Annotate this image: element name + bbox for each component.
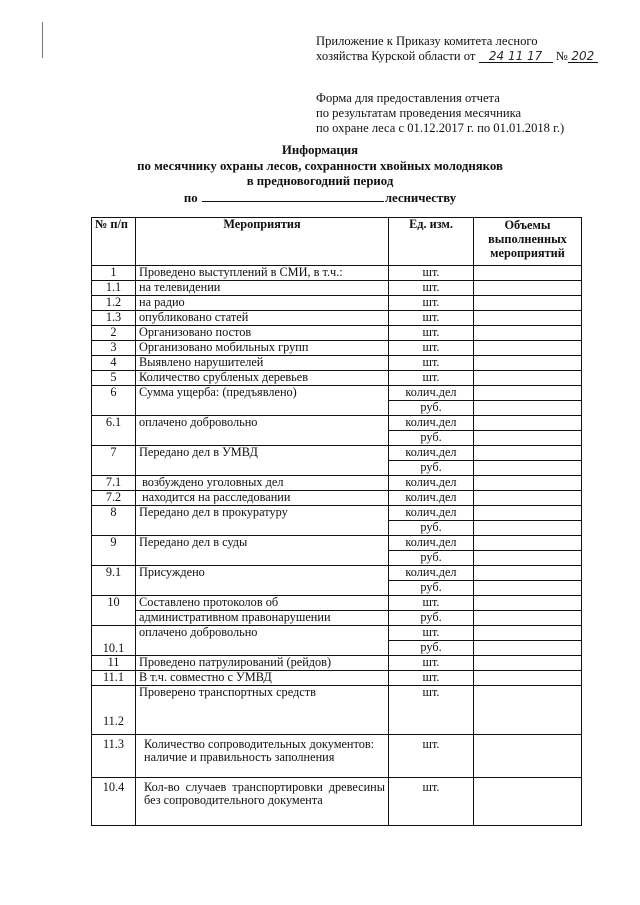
row-value[interactable] bbox=[474, 266, 582, 281]
table-row bbox=[92, 656, 582, 671]
row-value[interactable] bbox=[474, 521, 582, 536]
row-num: 7 bbox=[92, 446, 136, 476]
row-unit: шт. bbox=[389, 356, 474, 371]
row-unit: шт. bbox=[389, 656, 474, 671]
table-row bbox=[92, 371, 582, 386]
table-row bbox=[92, 296, 582, 311]
row-num: 10.4 bbox=[92, 778, 136, 826]
table-row bbox=[92, 626, 582, 641]
row-unit: шт. bbox=[389, 326, 474, 341]
table-row bbox=[92, 281, 582, 296]
row-value[interactable] bbox=[474, 416, 582, 431]
table-row bbox=[92, 341, 582, 356]
row-num: 2 bbox=[92, 326, 136, 341]
row-name: В т.ч. совместно с УМВД bbox=[136, 671, 389, 686]
row-unit: руб. bbox=[389, 551, 474, 566]
row-unit: колич.дел bbox=[389, 491, 474, 506]
order-line-2: хозяйства Курской области от 24 11 17 № 202 bbox=[316, 49, 616, 64]
row-name: оплачено добровольно bbox=[136, 416, 389, 446]
row-name: Организовано постов bbox=[136, 326, 389, 341]
table-row bbox=[92, 671, 582, 686]
row-num: 1 bbox=[92, 266, 136, 281]
header-num: № п/п bbox=[92, 218, 136, 266]
table-row bbox=[92, 506, 582, 521]
row-name: Передано дел в УМВД bbox=[136, 446, 389, 476]
row-name: на радио bbox=[136, 296, 389, 311]
row-num: 11.1 bbox=[92, 671, 136, 686]
row-unit: шт. bbox=[389, 626, 474, 641]
table-row bbox=[92, 386, 582, 401]
row-name: Проверено транспортных средств bbox=[136, 686, 389, 735]
row-value[interactable] bbox=[474, 431, 582, 446]
row-unit: колич.дел bbox=[389, 566, 474, 581]
table-row bbox=[92, 778, 582, 826]
row-unit: шт. bbox=[389, 778, 474, 826]
row-unit: шт. bbox=[389, 371, 474, 386]
row-num: 7.1 bbox=[92, 476, 136, 491]
row-unit: колич.дел bbox=[389, 506, 474, 521]
row-name: Присуждено bbox=[136, 566, 389, 596]
row-value[interactable] bbox=[474, 326, 582, 341]
row-name: Проведено выступлений в СМИ, в т.ч.: bbox=[136, 266, 389, 281]
table-row bbox=[92, 416, 582, 431]
row-name: Сумма ущерба: (предъявлено) bbox=[136, 386, 389, 416]
row-num: 11 bbox=[92, 656, 136, 671]
form-note-line-3: по охране леса с 01.12.2017 г. по 01.01.2018 г.) bbox=[316, 121, 565, 135]
row-num: 9.1 bbox=[92, 566, 136, 596]
table-header-row bbox=[92, 218, 582, 266]
table-row bbox=[92, 356, 582, 371]
row-unit: руб. bbox=[389, 461, 474, 476]
report-table bbox=[91, 217, 582, 826]
table-row bbox=[92, 536, 582, 551]
row-value[interactable] bbox=[474, 671, 582, 686]
row-value[interactable] bbox=[474, 446, 582, 461]
row-num: 10 bbox=[92, 596, 136, 626]
row-num: 6.1 bbox=[92, 416, 136, 446]
row-name: Проведено патрулирований (рейдов) bbox=[136, 656, 389, 671]
row-num: 9 bbox=[92, 536, 136, 566]
table-row bbox=[92, 266, 582, 281]
title-line-2: по месячнику охраны лесов, сохранности хвойных молодняков bbox=[137, 158, 503, 173]
row-value[interactable] bbox=[474, 566, 582, 581]
form-note bbox=[316, 91, 626, 136]
row-num: 11.3 bbox=[92, 735, 136, 778]
row-unit: руб. bbox=[389, 431, 474, 446]
table-row bbox=[92, 476, 582, 491]
row-value[interactable] bbox=[474, 686, 582, 735]
row-unit: руб. bbox=[389, 401, 474, 416]
row-unit: руб. bbox=[389, 521, 474, 536]
table-row bbox=[92, 326, 582, 341]
row-num: 1.2 bbox=[92, 296, 136, 311]
row-unit: руб. bbox=[389, 641, 474, 656]
row-num: 10.1 bbox=[92, 626, 136, 656]
row-unit: шт. bbox=[389, 735, 474, 778]
table-row bbox=[92, 446, 582, 461]
table-row bbox=[92, 686, 582, 735]
margin-mark bbox=[42, 22, 43, 58]
row-num: 11.2 bbox=[92, 686, 136, 735]
row-num: 1.3 bbox=[92, 311, 136, 326]
row-name: Составлено протоколов об bbox=[136, 596, 389, 611]
row-unit: колич.дел bbox=[389, 476, 474, 491]
row-unit: руб. bbox=[389, 611, 474, 626]
row-name: Организовано мобильных групп bbox=[136, 341, 389, 356]
table-row bbox=[92, 566, 582, 581]
header-unit: Ед. изм. bbox=[389, 218, 474, 266]
form-note-line-1: Форма для предоставления отчета bbox=[316, 91, 500, 105]
table-row bbox=[92, 611, 582, 626]
row-num: 6 bbox=[92, 386, 136, 416]
row-value[interactable] bbox=[474, 386, 582, 401]
table-row bbox=[92, 735, 582, 778]
forestry-blank bbox=[202, 190, 384, 202]
row-unit: шт. bbox=[389, 296, 474, 311]
title-line-4: по лесничеству bbox=[183, 190, 457, 205]
row-unit: шт. bbox=[389, 281, 474, 296]
title-line-3: в предновогодний период bbox=[246, 174, 394, 188]
row-name: возбуждено уголовных дел bbox=[136, 476, 389, 491]
row-name-cont: административном правонарушении bbox=[136, 611, 389, 626]
row-num: 4 bbox=[92, 356, 136, 371]
row-value[interactable] bbox=[474, 611, 582, 626]
row-name: Кол-во случаев транспортировки древесины без сопроводительного документа bbox=[136, 778, 389, 826]
row-value[interactable] bbox=[474, 461, 582, 476]
row-value[interactable] bbox=[474, 626, 582, 641]
row-num: 3 bbox=[92, 341, 136, 356]
table-row bbox=[92, 491, 582, 506]
row-name: Передано дел в прокуратуру bbox=[136, 506, 389, 536]
row-value[interactable] bbox=[474, 371, 582, 386]
document-title bbox=[100, 143, 540, 206]
row-name: оплачено добровольно bbox=[136, 626, 389, 656]
handwritten-number: 202 bbox=[568, 50, 598, 63]
row-value[interactable] bbox=[474, 735, 582, 778]
row-value[interactable] bbox=[474, 491, 582, 506]
table-row bbox=[92, 311, 582, 326]
row-name: Количество срубленых деревьев bbox=[136, 371, 389, 386]
row-name: Передано дел в суды bbox=[136, 536, 389, 566]
row-value[interactable] bbox=[474, 341, 582, 356]
title-line-1: Информация bbox=[281, 143, 359, 157]
row-name: Количество сопроводительных документов: наличие и правильность заполнения bbox=[136, 735, 389, 778]
row-value[interactable] bbox=[474, 536, 582, 551]
table-row bbox=[92, 596, 582, 611]
row-value[interactable] bbox=[474, 281, 582, 296]
row-name: Выявлено нарушителей bbox=[136, 356, 389, 371]
header-volume: Объемы выполненных мероприятий bbox=[474, 218, 582, 266]
row-value[interactable] bbox=[474, 296, 582, 311]
row-unit: руб. bbox=[389, 581, 474, 596]
order-reference bbox=[316, 34, 616, 64]
row-unit: шт. bbox=[389, 341, 474, 356]
row-value[interactable] bbox=[474, 581, 582, 596]
row-unit: шт. bbox=[389, 671, 474, 686]
row-name: находится на расследовании bbox=[136, 491, 389, 506]
row-value[interactable] bbox=[474, 476, 582, 491]
row-name: опубликовано статей bbox=[136, 311, 389, 326]
row-unit: шт. bbox=[389, 266, 474, 281]
number-sign: № bbox=[555, 49, 568, 63]
row-value[interactable] bbox=[474, 311, 582, 326]
row-unit: колич.дел bbox=[389, 386, 474, 401]
row-num: 5 bbox=[92, 371, 136, 386]
row-name: на телевидении bbox=[136, 281, 389, 296]
row-unit: шт. bbox=[389, 686, 474, 735]
row-unit: колич.дел bbox=[389, 446, 474, 461]
row-value[interactable] bbox=[474, 551, 582, 566]
handwritten-date: 24 11 17 bbox=[479, 50, 553, 63]
row-value[interactable] bbox=[474, 641, 582, 656]
row-value[interactable] bbox=[474, 596, 582, 611]
row-value[interactable] bbox=[474, 401, 582, 416]
row-unit: шт. bbox=[389, 596, 474, 611]
row-value[interactable] bbox=[474, 656, 582, 671]
header-name: Мероприятия bbox=[136, 218, 389, 266]
row-value[interactable] bbox=[474, 778, 582, 826]
row-value[interactable] bbox=[474, 506, 582, 521]
row-num: 8 bbox=[92, 506, 136, 536]
row-unit: колич.дел bbox=[389, 416, 474, 431]
row-value[interactable] bbox=[474, 356, 582, 371]
form-note-line-2: по результатам проведения месячника bbox=[316, 106, 522, 120]
row-num: 1.1 bbox=[92, 281, 136, 296]
row-unit: колич.дел bbox=[389, 536, 474, 551]
row-num: 7.2 bbox=[92, 491, 136, 506]
row-unit: шт. bbox=[389, 311, 474, 326]
order-line-1: Приложение к Приказу комитета лесного bbox=[316, 34, 538, 48]
